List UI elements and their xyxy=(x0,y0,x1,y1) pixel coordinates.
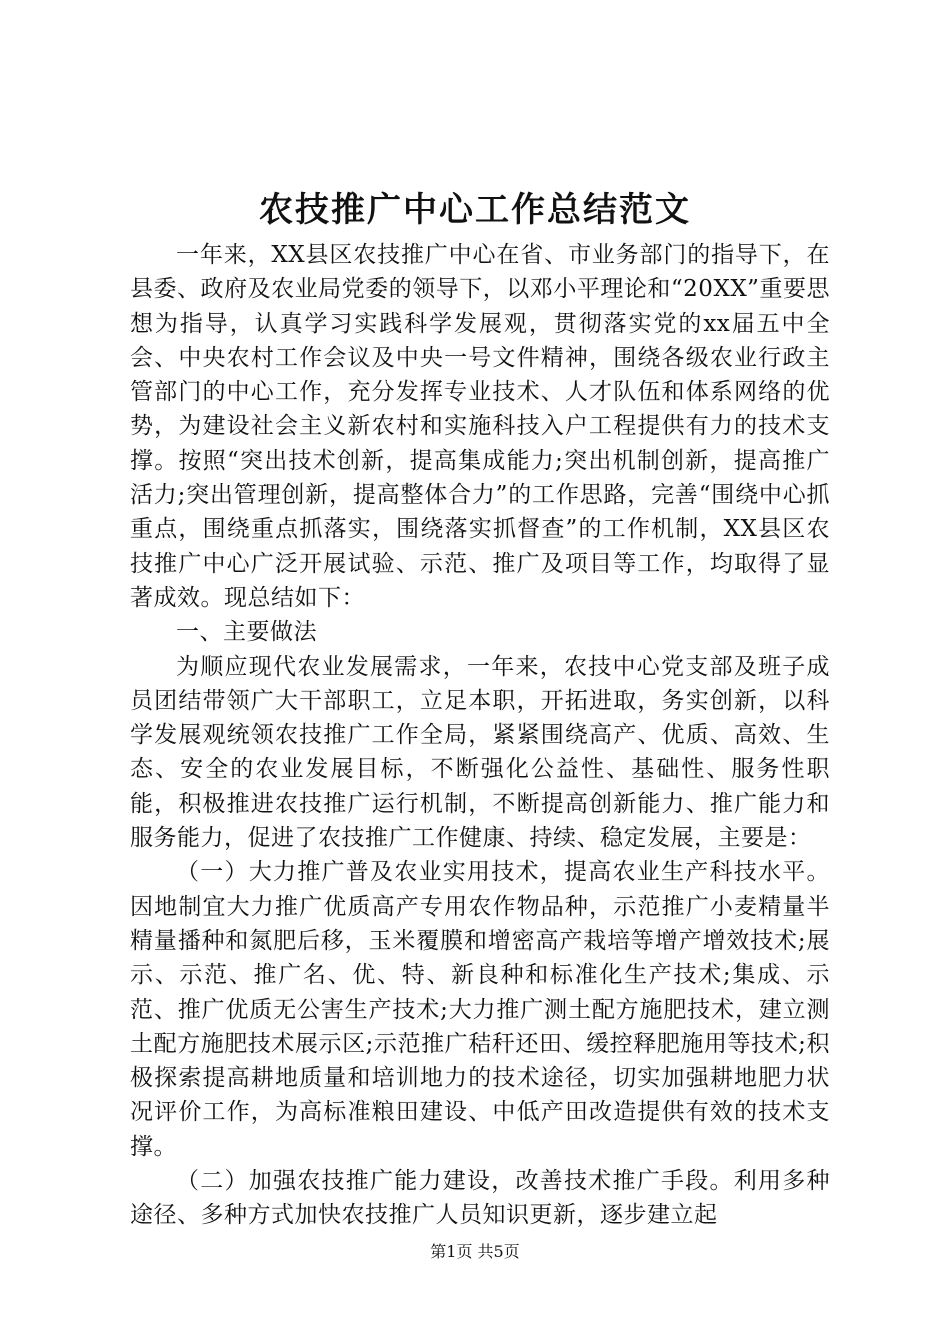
item-two-paragraph: （二）加强农技推广能力建设，改善技术推广手段。利用多种途径、多种方式加快农技推广人员知识更新，逐步建立起 xyxy=(130,1168,830,1229)
item-one-paragraph: （一）大力推广普及农业实用技术，提高农业生产科技水平。因地制宜大力推广优质高产专用农作物品种，示范推广小麦精量半精量播种和氮肥后移，玉米覆膜和增密高产栽培等增产增效技术;展示、示范、推广名、优、特、新良种和标准化生产技术;集成、示范、推广优质无公害生产技术;大力推广测土配方施肥技术，建立测土配方施肥技术展示区;示范推广秸秆还田、缓控释肥施用等技术;积极探索提高耕地质量和培训地力的技术途径，切实加强耕地肥力状况评价工作，为高标准粮田建设、中低产田改造提供有效的技术支撑。 xyxy=(130,859,830,1160)
document-title: 农技推广中心工作总结范文 xyxy=(259,190,691,230)
intro-paragraph: 一年来，XX县区农技推广中心在省、市业务部门的指导下，在县委、政府及农业局党委的领导下，以邓小平理论和“20XX”重要思想为指导，认真学习实践科学发展观，贯彻落实党的xx届五中全会、中央农村工作会议及中央一号文件精神，围绕各级农业行政主管部门的中心工作，充分发挥专业技术、人才队伍和体系网络的优势，为建设社会主义新农村和实施科技入户工程提供有力的技术支撑。按照“突出技术创新，提高集成能力;突出机制创新，提高推广活力;突出管理创新，提高整体合力”的工作思路，完善“围绕中心抓重点，围绕重点抓落实，围绕落实抓督查”的工作机制，XX县区农技推广中心广泛开展试验、示范、推广及项目等工作，均取得了显著成效。现总结如下： xyxy=(130,242,830,611)
section-heading-main-practices: 一、主要做法 xyxy=(176,619,317,646)
document-body xyxy=(130,238,830,1233)
page-footer: 第1页 共5页 xyxy=(430,1242,520,1261)
practices-paragraph: 为顺应现代农业发展需求，一年来，农技中心党支部及班子成员团结带领广大干部职工，立足本职，开拓进取，务实创新，以科学发展观统领农技推广工作全局，紧紧围绕高产、优质、高效、生态、安全的农业发展目标，不断强化公益性、基础性、服务性职能，积极推进农技推广运行机制，不断提高创新能力、推广能力和服务能力，促进了农技推广工作健康、持续、稳定发展，主要是： xyxy=(130,653,830,852)
